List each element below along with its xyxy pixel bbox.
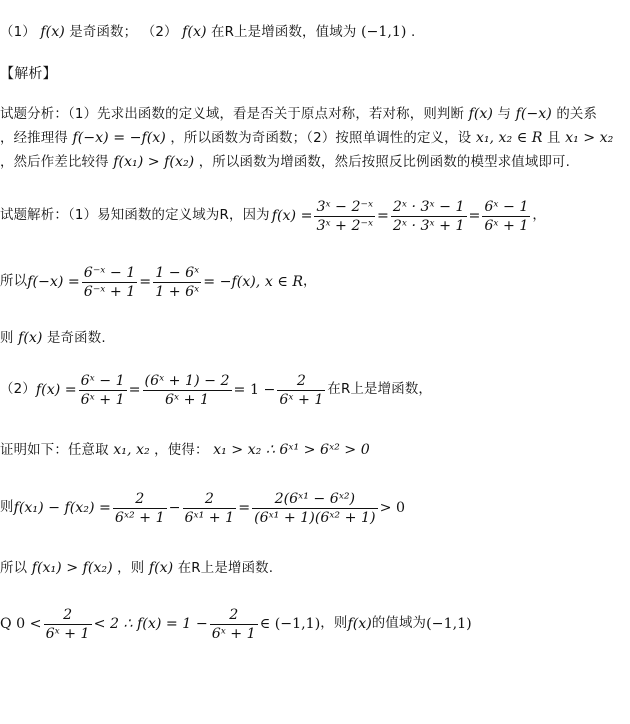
odd-rhs: = −f(x), x ∈ R xyxy=(203,274,304,290)
solution-fraction-2-den: 2ˣ · 3ˣ + 1 xyxy=(392,217,465,234)
part2-fraction-1-den: 6ˣ + 1 xyxy=(80,391,125,408)
diff-fraction-3 xyxy=(252,490,378,527)
range-tail: ∈ (−1,1) xyxy=(259,616,321,632)
outline-line-3 xyxy=(0,152,570,173)
range-line xyxy=(0,604,472,644)
proof-math-ineq: x₁ > x₂ ∴ 6ˣ¹ > 6ˣ² > 0 xyxy=(213,442,370,458)
outline-qie: 且 xyxy=(546,131,561,146)
range-value: (−1,1) xyxy=(426,616,472,632)
solution-fraction-2-num: 2ˣ · 3ˣ − 1 xyxy=(392,198,465,215)
odd-comma: ， xyxy=(303,274,317,289)
solution-label: 试题解析：（1）易知函数的定义域为R，因为 xyxy=(0,208,270,223)
diff-lhs: f(x₁) − f(x₂) = xyxy=(13,500,111,516)
diff-fraction-1-num: 2 xyxy=(113,490,167,509)
diff-fraction-3-num: 2(6ˣ¹ − 6ˣ²) xyxy=(252,490,378,509)
range-math-fx: f(x) xyxy=(347,616,372,632)
part2-fraction-1-num: 6ˣ − 1 xyxy=(80,372,125,389)
outline-math-x1x2: x₁, x₂ ∈ R xyxy=(475,130,543,146)
outline-line2-b: ，所以函数为奇函数；（2）按照单调性的定义，设 xyxy=(170,131,472,146)
outline-line3-a: ，然后作差比较得 xyxy=(0,155,109,170)
diff-fraction-2-num: 2 xyxy=(183,490,237,509)
outline-math-f-negx: f(−x) xyxy=(515,106,552,122)
solution-fraction-3-den: 6ˣ + 1 xyxy=(484,217,529,234)
part2-line xyxy=(0,370,432,410)
outline-math-fx: f(x) xyxy=(468,106,493,122)
solution-eq-1: = xyxy=(377,208,389,224)
outline-tail: 的关系 xyxy=(556,107,598,122)
conclude-odd-text: 是奇函数. xyxy=(46,331,106,346)
range-fraction-1-num: 2 xyxy=(44,606,92,625)
solution-comma: ， xyxy=(532,208,546,223)
outline-math-fx1gtfx2: f(x₁) > f(x₂) xyxy=(113,154,195,170)
part2-fraction-2-den: 6ˣ + 1 xyxy=(165,391,210,408)
range-fraction-2 xyxy=(210,606,258,643)
odd-fraction-1 xyxy=(82,264,138,301)
proof-label: 证明如下：任意取 xyxy=(0,443,109,458)
conclude-inc-label: 所以 xyxy=(0,561,28,576)
diff-fraction-1-den: 6ˣ² + 1 xyxy=(114,509,165,526)
solution-fx: f(x) = xyxy=(271,208,313,224)
solution-fraction-1-den: 3ˣ + 2⁻ˣ xyxy=(316,217,374,234)
part2-one-minus: = 1 − xyxy=(233,382,276,398)
part2-fraction-3-num: 2 xyxy=(277,372,325,391)
range-fraction-1-den: 6ˣ + 1 xyxy=(45,625,90,642)
part2-fraction-1 xyxy=(79,372,127,409)
odd-fraction-2-num: 1 − 6ˣ xyxy=(155,264,200,281)
part2-fraction-3-den: 6ˣ + 1 xyxy=(279,391,324,408)
part2-lhs: f(x) = xyxy=(35,382,77,398)
odd-label: 所以 xyxy=(0,274,28,289)
proof-line xyxy=(0,440,370,461)
part2-label: （2） xyxy=(0,382,36,397)
answer-end: . xyxy=(410,25,416,40)
conclude-inc-text-a: ，则 xyxy=(117,561,145,576)
outline-line-2 xyxy=(0,128,613,149)
answer-part2-label: （2） xyxy=(141,25,178,40)
range-lead: Q 0 < xyxy=(0,616,42,632)
range-fraction-2-den: 6ˣ + 1 xyxy=(211,625,256,642)
odd-fraction-2-den: 1 + 6ˣ xyxy=(155,283,200,300)
diff-gt: > 0 xyxy=(379,500,406,516)
range-fraction-1 xyxy=(44,606,92,643)
outline-label: 试题分析：（1）先求出函数的定义域，看是否关于原点对称，若对称，则判断 xyxy=(0,107,465,122)
diff-fraction-2 xyxy=(183,490,237,527)
range-fraction-2-num: 2 xyxy=(210,606,258,625)
diff-fraction-2-den: 6ˣ¹ + 1 xyxy=(184,509,235,526)
proof-text: ，使得： xyxy=(154,443,209,458)
outline-math-x1gtx2: x₁ > x₂ xyxy=(565,130,614,146)
diff-label: 则 xyxy=(0,500,14,515)
part2-fraction-2 xyxy=(143,372,232,409)
answer-part1-text: 是奇函数； xyxy=(69,25,138,40)
range-mid: < 2 ∴ f(x) = 1 − xyxy=(93,616,208,632)
conclude-inc-line xyxy=(0,558,273,579)
odd-lhs: f(−x) = xyxy=(27,274,80,290)
outline-line3-b: ，所以函数为增函数，然后按照反比例函数的模型求值域即可. xyxy=(198,155,571,170)
answer-range: (−1,1) xyxy=(360,24,407,40)
conclude-inc-text-b: 在R上是增函数. xyxy=(177,561,274,576)
solution-eq-2: = xyxy=(468,208,481,224)
solution-fraction-2 xyxy=(391,198,467,235)
diff-fraction-3-den: (6ˣ¹ + 1)(6ˣ² + 1) xyxy=(254,509,376,526)
solution-fraction-3-num: 6ˣ − 1 xyxy=(484,198,529,215)
answer-part1-math: f(x) xyxy=(40,24,65,40)
answer-part1-label: （1） xyxy=(0,25,36,40)
odd-line xyxy=(0,262,317,302)
conclude-inc-math-1: f(x₁) > f(x₂) xyxy=(31,560,113,576)
solution-fraction-1-num: 3ˣ − 2⁻ˣ xyxy=(316,198,374,215)
diff-minus: − xyxy=(168,500,181,516)
range-text-a: ，则 xyxy=(320,616,348,631)
conclude-odd-line xyxy=(0,328,106,349)
part2-text: 在R上是增函数， xyxy=(327,382,433,397)
odd-fraction-1-num: 6⁻ˣ − 1 xyxy=(83,264,136,281)
outline-math-odd: f(−x) = −f(x) xyxy=(72,130,166,146)
solution-fraction-1 xyxy=(314,198,375,235)
odd-fraction-2 xyxy=(153,264,201,301)
conclude-odd-math: f(x) xyxy=(18,330,43,346)
diff-fraction-1 xyxy=(113,490,167,527)
conclude-inc-math-2: f(x) xyxy=(148,560,174,576)
proof-math-x1x2: x₁, x₂ xyxy=(113,442,150,458)
odd-eq: = xyxy=(139,274,152,290)
diff-eq: = xyxy=(238,500,251,516)
answer-line xyxy=(0,22,415,43)
odd-fraction-1-den: 6⁻ˣ + 1 xyxy=(83,283,136,300)
part2-fraction-2-num: (6ˣ + 1) − 2 xyxy=(144,372,230,389)
outline-line-1 xyxy=(0,104,597,125)
answer-part2-math: f(x) xyxy=(182,24,207,40)
part2-eq: = xyxy=(128,382,141,398)
solution-fraction-3 xyxy=(482,198,530,235)
outline-line2-a: ，经推理得 xyxy=(0,131,68,146)
part2-fraction-3 xyxy=(277,372,325,409)
analysis-header: 【解析】 xyxy=(0,66,57,82)
range-text-b: 的值域为 xyxy=(371,616,427,631)
solution-line xyxy=(0,196,546,236)
conclude-odd-label: 则 xyxy=(0,331,14,346)
answer-part2-text: 在R上是增函数，值域为 xyxy=(211,25,357,40)
outline-and: 与 xyxy=(497,107,512,122)
diff-line xyxy=(0,486,405,530)
